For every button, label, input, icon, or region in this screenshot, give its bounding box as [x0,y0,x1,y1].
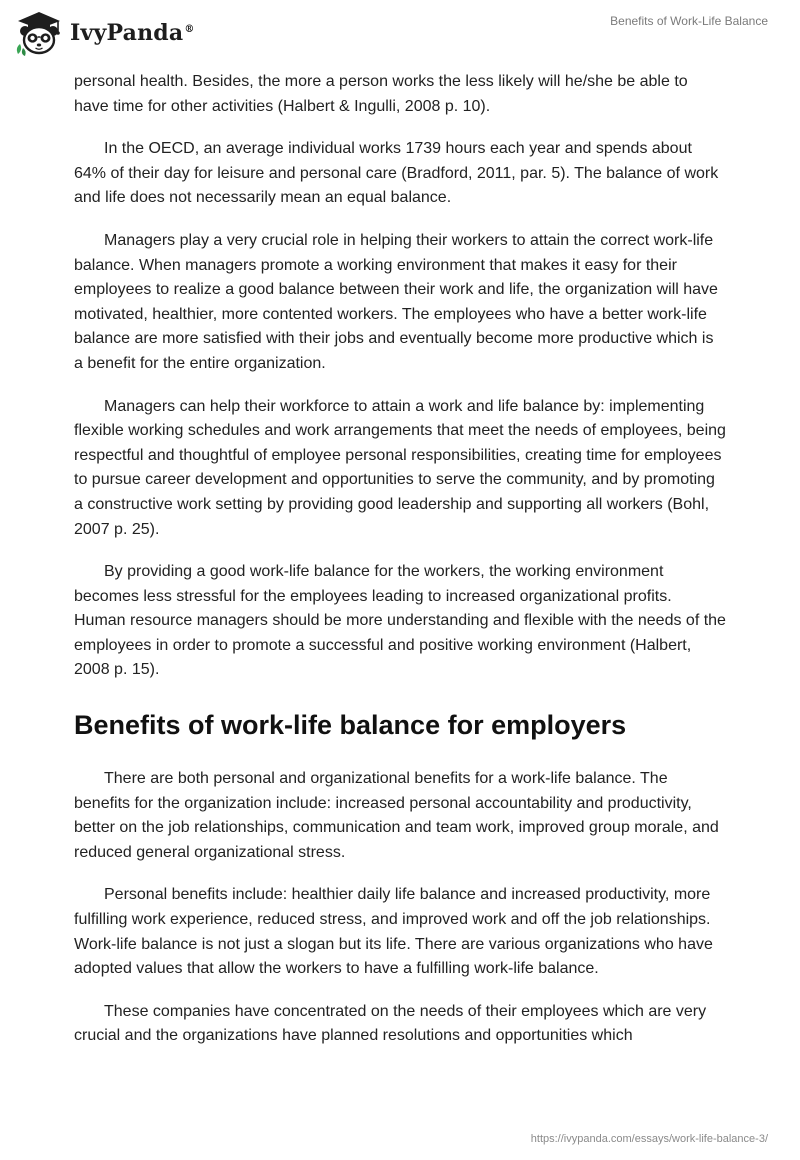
source-url-link[interactable]: https://ivypanda.com/essays/work-life-balance-3/ [530,1133,768,1145]
paragraph: personal health. Besides, the more a person works the less likely will he/she be able to have time for other activities (Halbert & Ingulli, 2008 p. 10). [74,73,688,115]
paragraph: These companies have concentrated on the needs of their employees which are very crucial and the organizations have planned resolutions and opportunities which [74,1002,707,1045]
paragraph: Managers can help their workforce to attain a work and life balance by: implementing flexible working schedules and work arrangements that meet the needs of employees, being respectful and thoughtful of employee personal responsibilities, creating time for employees to pursue career development and opportunities to serve the community, and by promoting a constructive work setting by providing good leadership and supporting all workers (Bohl, 2007 p. 25). [74,397,726,538]
ivypanda-logo[interactable] [14,8,195,58]
document-title: Benefits of Work-Life Balance [610,14,768,28]
paragraph: Personal benefits include: healthier daily life balance and increased productivity, more fulfilling work experience, reduced stress, and improved work and off the job relationships. Work-life balance is not just a slogan but its life. There are various organizations who have adopted values that allow the workers to have a fulfilling work-life balance. [74,886,713,978]
section-heading: Benefits of work-life balance for employers [74,710,627,741]
paragraph: By providing a good work-life balance for the workers, the working environment becomes less stressful for the employees leading to increased organizational profits. Human resource managers should be more understanding and flexible with the needs of the employees in order to promote a successful and positive working environment (Halbert, 2008 p. 15). [74,563,726,679]
paragraph: There are both personal and organizational benefits for a work-life balance. The benefits for the organization include: increased personal accountability and productivity, better on the job relationships, communication and team work, improved group morale, and reduced general organizational stress. [74,770,719,861]
brand-name: IvyPanda® [70,20,195,46]
paragraph: Managers play a very crucial role in helping their workers to attain the correct work-life balance. When managers promote a working environment that makes it easy for their employees to realize a good balance between their work and life, the organization will have motivated, healthier, more contented workers. The employees who have a better work-life balance are more satisfied with their jobs and eventually become more productive which is a benefit for the entire organization. [74,231,718,372]
panda-logo-icon [14,10,64,56]
paragraph: In the OECD, an average individual works 1739 hours each year and spends about 64% of their day for leisure and personal care (Bradford, 2011, par. 5). The balance of work and life does not necessarily mean an equal balance. [74,140,719,207]
essay-content [74,70,726,1067]
page-header [0,0,800,70]
